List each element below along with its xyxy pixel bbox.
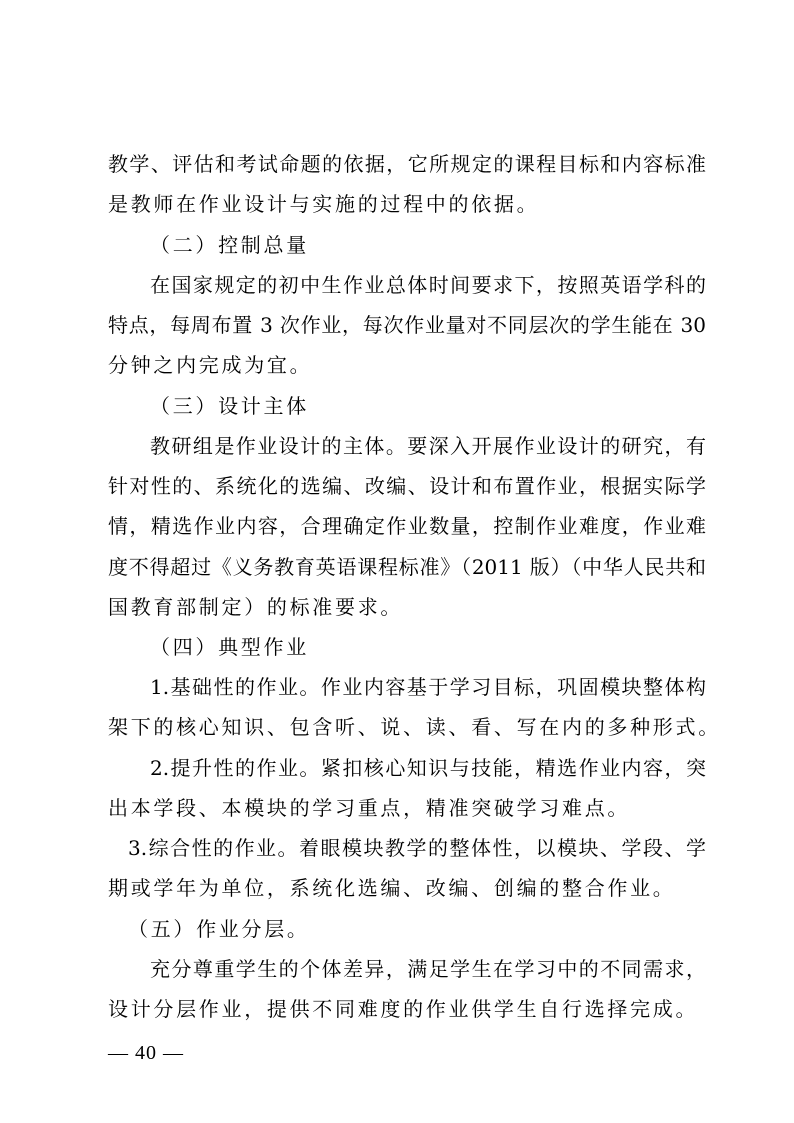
body-text-line: 期或学年为单位，系统化选编、改编、创编的整合作业。 bbox=[108, 876, 676, 900]
body-text-line: 出本学段、本模块的学习重点，精准突破学习难点。 bbox=[108, 796, 631, 820]
body-text-line: 教学、评估和考试命题的依据，它所规定的课程目标和内容标准 bbox=[108, 152, 706, 176]
body-text-line: 国教育部制定）的标准要求。 bbox=[108, 595, 404, 619]
body-text-line: 针对性的、系统化的选编、改编、设计和布置作业，根据实际学 bbox=[108, 474, 706, 498]
body-text-line: 度不得超过《义务教育英语课程标准》（2011 版）（中华人民共和 bbox=[108, 555, 706, 579]
section-heading: （三）设计主体 bbox=[150, 394, 309, 418]
body-text-line: 充分尊重学生的个体差异，满足学生在学习中的不同需求， bbox=[150, 957, 706, 981]
body-text-line: 1.基础性的作业。作业内容基于学习目标，巩固模块整体构 bbox=[150, 675, 706, 699]
body-text-line: 情，精选作业内容，合理确定作业数量，控制作业难度，作业难 bbox=[108, 514, 706, 538]
body-text-line: 3.综合性的作业。着眼模块教学的整体性，以模块、学段、学 bbox=[128, 836, 706, 860]
body-text-line: 在国家规定的初中生作业总体时间要求下，按照英语学科的 bbox=[150, 273, 706, 297]
page-number: — 40 — bbox=[108, 1042, 184, 1064]
body-text-line: 2.提升性的作业。紧扣核心知识与技能，精选作业内容，突 bbox=[150, 756, 706, 780]
section-heading: （五）作业分层。 bbox=[128, 917, 310, 941]
body-text-line: 设计分层作业，提供不同难度的作业供学生自行选择完成。 bbox=[108, 997, 699, 1021]
body-text-line: 分钟之内完成为宜。 bbox=[108, 353, 313, 377]
body-text-line: 特点，每周布置 3 次作业，每次作业量对不同层次的学生能在 30 bbox=[108, 313, 706, 337]
body-text-line: 是教师在作业设计与实施的过程中的依据。 bbox=[108, 192, 540, 216]
section-heading: （二）控制总量 bbox=[150, 233, 309, 257]
body-text-line: 架下的核心知识、包含听、说、读、看、写在内的多种形式。 bbox=[108, 715, 721, 739]
body-text-line: 教研组是作业设计的主体。要深入开展作业设计的研究，有 bbox=[150, 434, 706, 458]
section-heading: （四）典型作业 bbox=[150, 635, 309, 659]
